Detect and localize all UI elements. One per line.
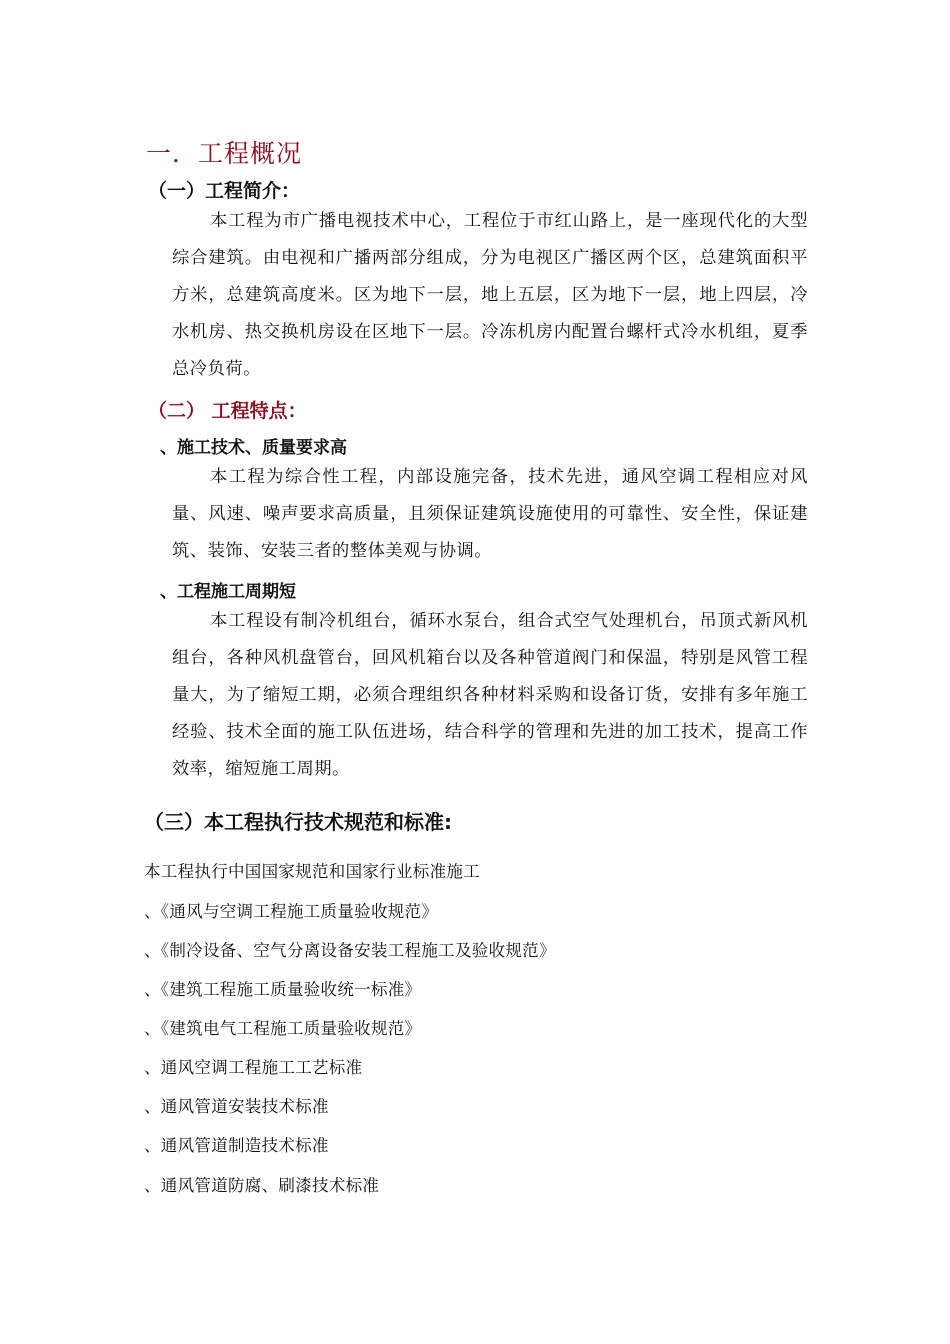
standards-heading: （三）本工程执行技术规范和标准: [144, 810, 452, 834]
feature-title-schedule: 、工程施工周期短 [160, 582, 296, 602]
standard-item: 、《建筑工程施工质量验收统一标准》 [144, 980, 422, 999]
intro-paragraph: 本工程为市广播电视技术中心，工程位于市红山路上，是一座现代化的大型综合建筑。由电视和广播两部分组成，分为电视区广播区两个区，总建筑面积平方米，总建筑高度米。区为地下一层，地上五层，区为地下一层，地上四层，冷水机房、热交换机房设在区地下一层。冷冻机房内配置台螺杆式冷水机组，夏季总冷负荷。 [172, 211, 808, 379]
standard-item: 、《制冷设备、空气分离设备安装工程施工及验收规范》 [144, 941, 556, 960]
feature-title-quality: 、施工技术、质量要求高 [160, 438, 347, 458]
feature-paragraph-quality: 本工程为综合性工程，内部设施完备，技术先进，通风空调工程相应对风量、风速、噪声要求高质量，且须保证建筑设施使用的可靠性、安全性，保证建筑、装饰、安装三者的整体美观与协调。 [172, 467, 808, 561]
standard-item: 、通风管道制造技术标准 [144, 1136, 329, 1155]
intro-heading: （一）工程简介： [148, 180, 301, 202]
features-heading: （二） 工程特点： [148, 400, 307, 422]
standard-item: 、通风空调工程施工工艺标准 [144, 1058, 363, 1077]
standards-intro: 本工程执行中国国家规范和国家行业标准施工 [144, 862, 480, 881]
section-title: 一．工程概况 [146, 139, 303, 168]
standard-item: 、《建筑电气工程施工质量验收规范》 [144, 1019, 422, 1038]
standard-item: 、通风管道安装技术标准 [144, 1097, 329, 1116]
standard-item: 、《通风与空调工程施工质量验收规范》 [144, 902, 439, 921]
standard-item: 、通风管道防腐、刷漆技术标准 [144, 1176, 380, 1195]
feature-paragraph-schedule: 本工程设有制冷机组台，循环水泵台，组合式空气处理机台，吊顶式新风机组台，各种风机盘管台，回风机箱台以及各种管道阀门和保温，特别是风管工程量大，为了缩短工期，必须合理组织各种材料采购和设备订货，安排有多年施工经验、技术全面的施工队伍进场，结合科学的管理和先进的加工技术，提高工作效率，缩短施工周期。 [172, 611, 808, 779]
